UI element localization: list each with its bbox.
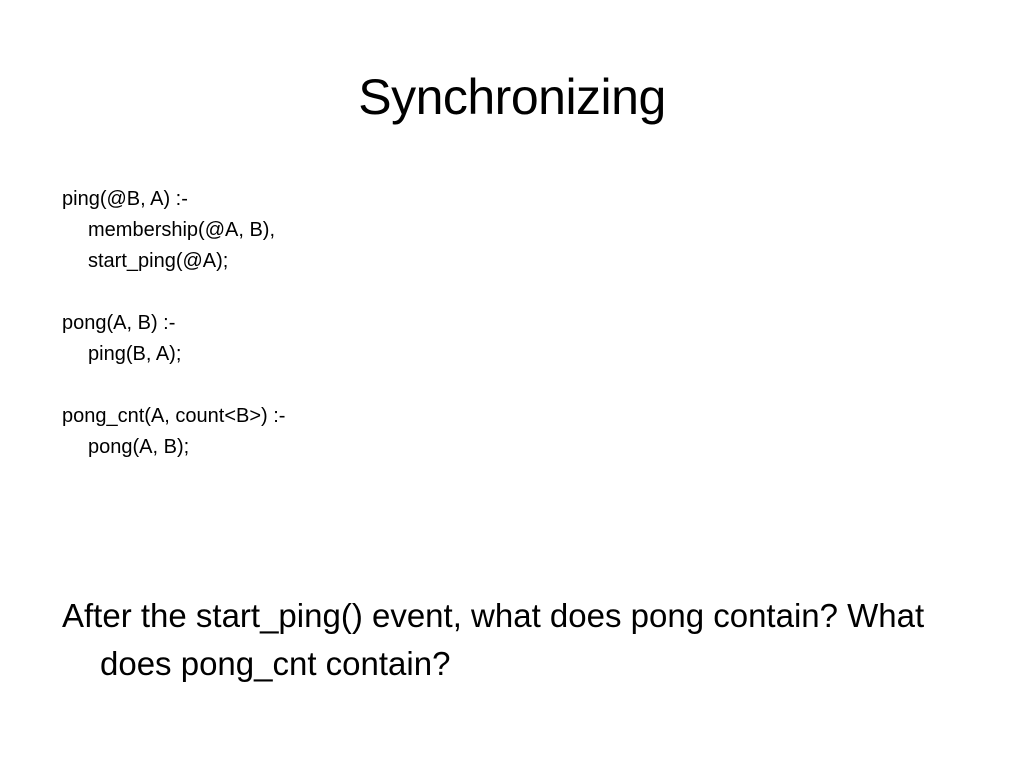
slide-title: Synchronizing (358, 69, 666, 125)
rule-1-head: ping(@B, A) :- (62, 188, 188, 210)
code-block (62, 184, 762, 463)
code-spacer (62, 370, 762, 401)
rule-3-body-line-1: pong(A, B); (88, 436, 190, 458)
rule-3-head: pong_cnt(A, count<B>) :- (62, 405, 286, 427)
rule-1-body-line-1: membership(@A, B), (88, 219, 276, 241)
code-spacer (62, 277, 762, 308)
rule-1-body-line-2: start_ping(@A); (88, 250, 229, 272)
rule-2-body-line-1: ping(B, A); (88, 343, 182, 365)
question-text: After the start_ping() event, what does pong contain? What does pong_cnt contain? (62, 597, 925, 682)
rule-2-head: pong(A, B) :- (62, 312, 176, 334)
